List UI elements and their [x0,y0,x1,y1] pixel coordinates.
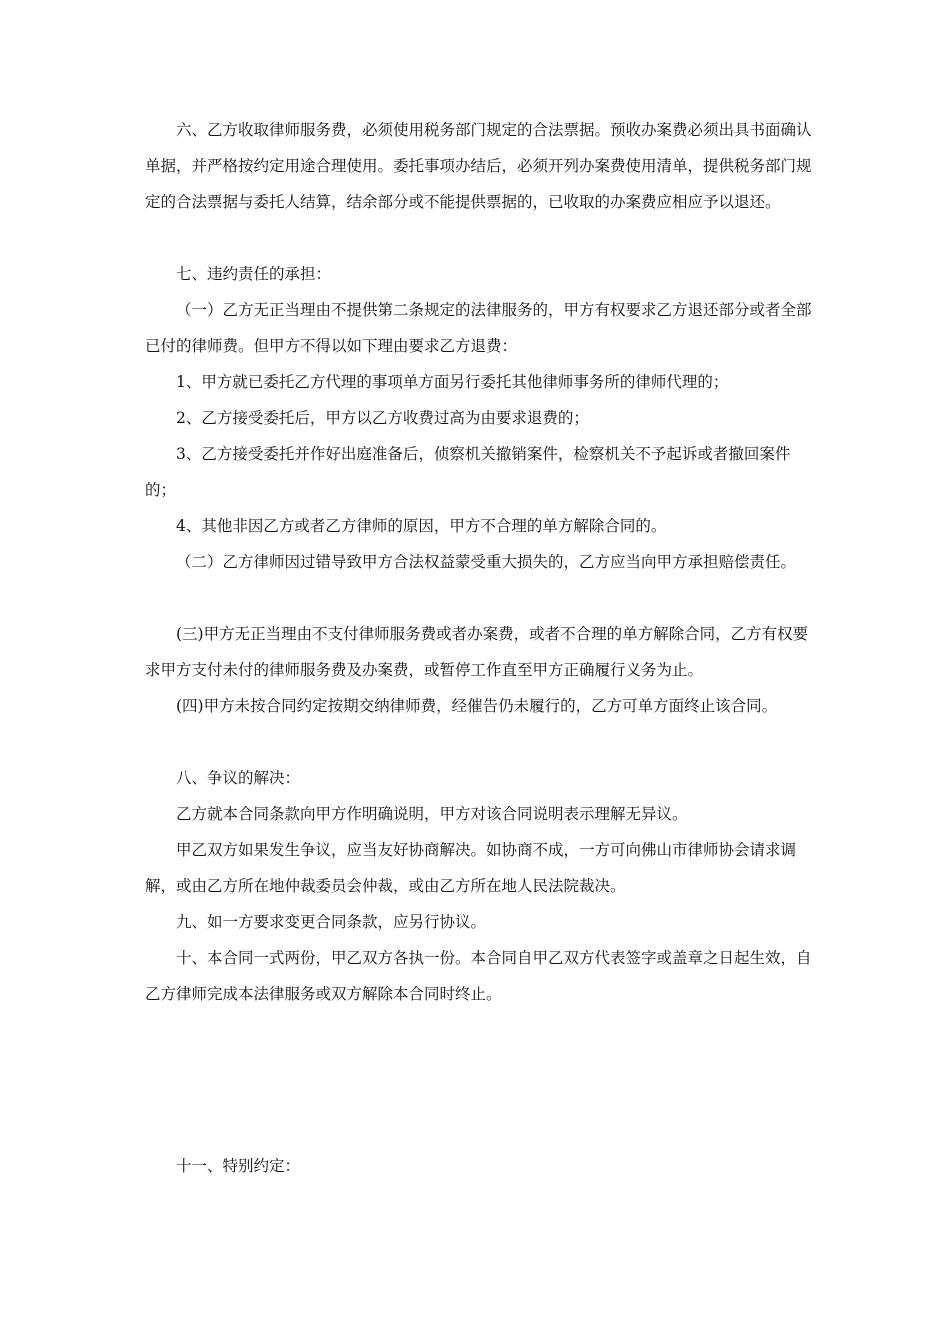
clause-seven-item-one: （一）乙方无正当理由不提供第二条规定的法律服务的，甲方有权要求乙方退还部分或者全部已付的律师费。但甲方不得以如下理由要求乙方退费： [145,301,812,355]
clause-nine: 九、如一方要求变更合同条款，应另行协议。 [176,913,487,931]
clause-eleven-heading: 十一、特别约定： [176,1157,301,1175]
clause-seven-item-four: (四)甲方未按合同约定按期交纳律师费，经催告仍未履行的，乙方可单方面终止该合同。 [176,697,778,715]
clause-seven-sub-one: 1、甲方就已委托乙方代理的事项单方面另行委托其他律师事务所的律师代理的； [176,373,729,391]
clause-eight-para-one: 乙方就本合同条款向甲方作明确说明，甲方对该合同说明表示理解无异议。 [176,805,688,823]
clause-seven-item-three: (三)甲方无正当理由不支付律师服务费或者办案费，或者不合理的单方解除合同，乙方有权要求甲方支付未付的律师服务费及办案费，或暂停工作直至甲方正确履行义务为止。 [145,625,809,679]
clause-six: 六、乙方收取律师服务费，必须使用税务部门规定的合法票据。预收办案费必须出具书面确认单据，并严格按约定用途合理使用。委托事项办结后，必须开列办案费使用清单，提供税务部门规定的合法票据与委托人结算，结余部分或不能提供票据的，已收取的办案费应相应予以退还。 [145,121,812,211]
clause-seven-sub-three: 3、乙方接受委托并作好出庭准备后，侦察机关撤销案件，检察机关不予起诉或者撤回案件的； [145,445,791,499]
clause-seven-sub-four: 4、其他非因乙方或者乙方律师的原因，甲方不合理的单方解除合同的。 [176,517,667,535]
clause-seven-sub-two: 2、乙方接受委托后，甲方以乙方收费过高为由要求退费的； [176,409,589,427]
clause-seven-item-two: （二）乙方律师因过错导致甲方合法权益蒙受重大损失的，乙方应当向甲方承担赔偿责任。 [176,553,797,571]
clause-eight-heading: 八、争议的解决： [176,769,301,787]
clause-seven-heading: 七、违约责任的承担： [176,265,332,283]
clause-eight-para-two: 甲乙双方如果发生争议，应当友好协商解决。如协商不成，一方可向佛山市律师协会请求调解，或由乙方所在地仲裁委员会仲裁，或由乙方所在地人民法院裁决。 [145,841,797,895]
clause-ten: 十、本合同一式两份，甲乙双方各执一份。本合同自甲乙双方代表签字或盖章之日起生效，自乙方律师完成本法律服务或双方解除本合同时终止。 [145,949,812,1003]
